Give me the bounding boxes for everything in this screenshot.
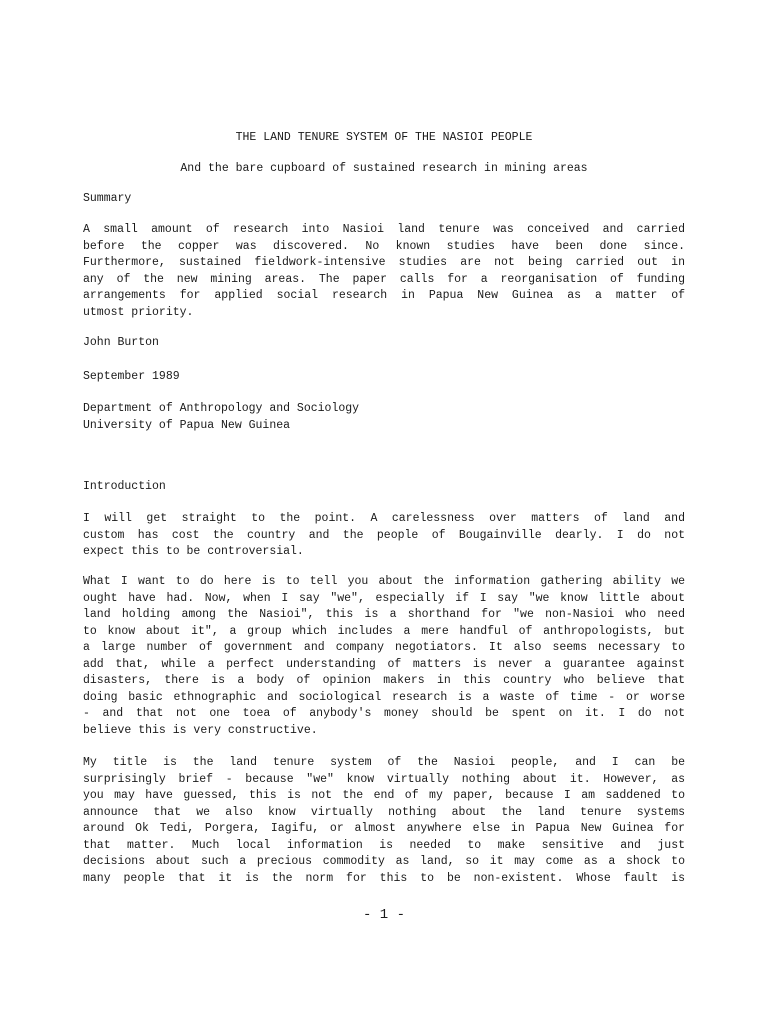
text-line: a large number of government and company negotiators. It also seems necessary to: [83, 641, 685, 654]
text-line: any of the new mining areas. The paper calls for a reorganisation of funding: [83, 272, 685, 286]
text-line: around Ok Tedi, Porgera, Iagifu, or almost anywhere else in Papua New Guinea for: [83, 822, 685, 835]
page-subtitle: And the bare cupboard of sustained research in mining areas: [180, 162, 588, 175]
paragraph-2: [83, 574, 685, 739]
text-line: surprisingly brief - because "we" know virtually nothing about it. However, as: [83, 772, 685, 786]
text-line: decisions about such a precious commodity as land, so it may come as a shock to: [83, 855, 685, 868]
text-line: announce that we also know virtually nothing about the land tenure systems: [83, 805, 685, 819]
affiliation-university: University of Papua New Guinea: [83, 419, 291, 432]
text-line: arrangements for applied social research in Papua New Guinea as a matter of: [83, 289, 685, 302]
text-line: - and that not one toea of anybody's money should be spent on it. I do not: [83, 707, 685, 720]
text-line: add that, while a perfect understanding of matters is never a guarantee against: [83, 657, 685, 671]
affiliation-department: Department of Anthropology and Sociology: [83, 402, 360, 415]
text-line: you may have guessed, this is not the end of my paper, because I am saddened to: [83, 789, 685, 802]
text-line: A small amount of research into Nasioi land tenure was conceived and carried: [83, 223, 685, 236]
introduction-heading: Introduction: [83, 480, 166, 493]
text-line: custom has cost the country and the people of Bougainville dearly. I do not: [83, 528, 685, 542]
paragraph-1: [83, 511, 685, 561]
text-line: believe this is very constructive.: [83, 723, 318, 737]
text-line: Furthermore, sustained fieldwork-intensive studies are not being carried out in: [83, 256, 685, 269]
page-title: THE LAND TENURE SYSTEM OF THE NASIOI PEOPLE: [235, 131, 533, 144]
document-date: September 1989: [83, 370, 180, 383]
text-line: to know about it", a group which includes a mere handful of anthropologists, but: [83, 624, 685, 638]
text-line: ought have had. Now, when I say "we", especially if I say "we know little about: [83, 591, 685, 605]
text-line: My title is the land tenure system of the Nasioi people, and I can be: [83, 756, 685, 769]
text-line: expect this to be controversial.: [83, 545, 304, 558]
text-line: disasters, there is a body of opinion makers in this country who believe that: [83, 674, 685, 687]
text-line: many people that it is the norm for this to be non-existent. Whose fault is: [83, 871, 685, 885]
text-line: before the copper was discovered. No known studies have been done since.: [83, 239, 685, 253]
text-line: that matter. Much local information is needed to make sensitive and just: [83, 838, 685, 852]
text-line: doing basic ethnographic and sociological research is a waste of time - or worse: [83, 690, 685, 704]
page-number: - 1 -: [362, 907, 405, 923]
author-name: John Burton: [83, 336, 159, 349]
summary-paragraph: [83, 222, 685, 321]
text-line: What I want to do here is to tell you about the information gathering ability we: [83, 575, 685, 588]
text-line: I will get straight to the point. A carelessness over matters of land and: [83, 512, 685, 525]
text-line: utmost priority.: [83, 305, 194, 319]
summary-heading: Summary: [83, 192, 132, 205]
paragraph-3: [83, 755, 685, 887]
text-line: land holding among the Nasioi", this is a shorthand for "we non-Nasioi who need: [83, 608, 685, 621]
